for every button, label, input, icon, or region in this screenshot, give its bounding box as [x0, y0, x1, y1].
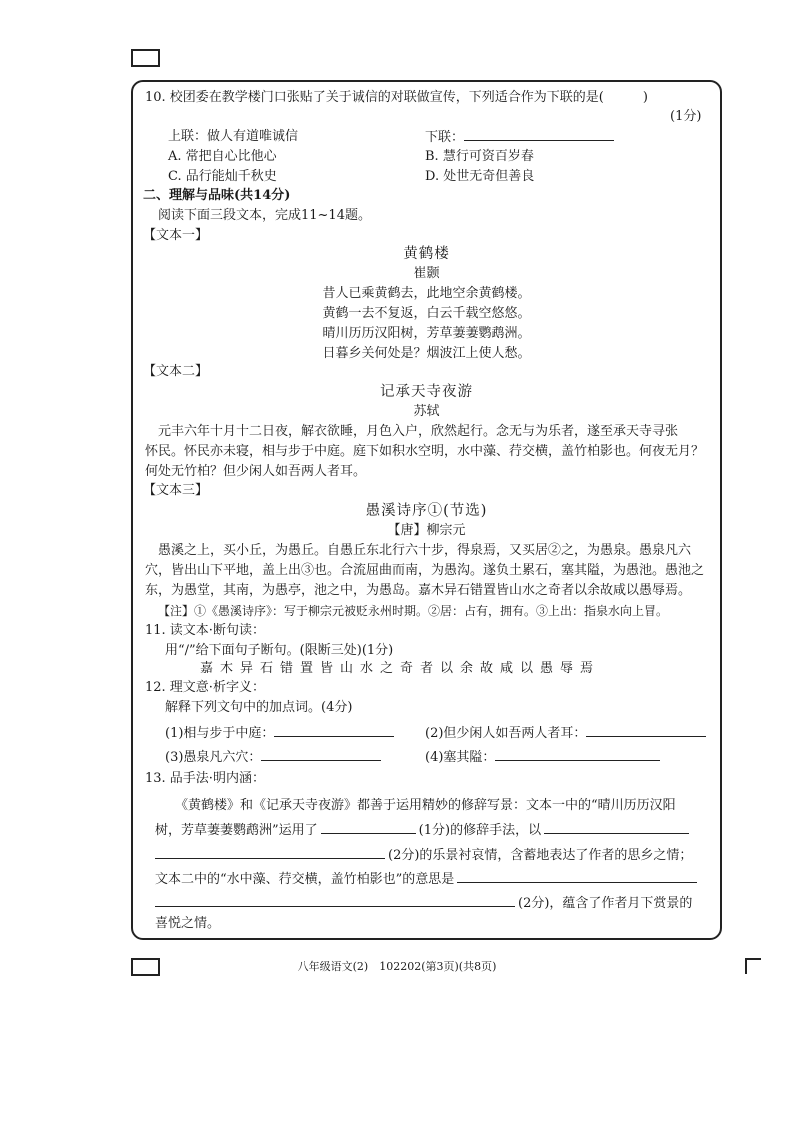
- q10-score: (1分): [670, 109, 702, 124]
- text1-author: 崔颢: [413, 266, 440, 281]
- q12-item-3-label: (3)愚泉凡六穴：: [165, 750, 262, 765]
- q12-item-4: [425, 748, 660, 767]
- q12-item-4-blank[interactable]: [495, 748, 660, 761]
- poem-line: 晴川历历汉阳树，芳草萋萋鹦鹉洲。: [322, 326, 531, 341]
- q13-line-5: [155, 894, 692, 913]
- prose-line: 愚溪之上，买小丘，为愚丘。自愚丘东北行六十步，得泉焉，又买居②之，为愚泉。愚泉凡六: [158, 543, 692, 558]
- q12-instruction: 解释下列文句中的加点词。(4分): [165, 700, 353, 715]
- text2-title: 记承天寺夜游: [380, 384, 473, 400]
- q13-blank-scene-b[interactable]: [155, 846, 385, 859]
- prose-line: 何处无竹柏？但少闲人如吾两人者耳。: [145, 464, 367, 479]
- q11-sentence[interactable]: 嘉木异石错置皆山水之奇者以余故咸以愚辱焉: [200, 661, 601, 676]
- q12-item-1-blank[interactable]: [274, 724, 394, 737]
- q13-stem: 13. 品手法·明内涵：: [145, 771, 265, 786]
- poem-line: 黄鹤一去不复返，白云千载空悠悠。: [322, 306, 531, 321]
- poem-line: 昔人已乘黄鹤去，此地空余黄鹤楼。: [322, 286, 531, 301]
- q13-line-3: [155, 846, 692, 865]
- text2-author: 苏轼: [413, 404, 440, 419]
- q12-stem: 12. 理文意·析字义：: [145, 680, 265, 695]
- q10-option-c[interactable]: C. 品行能灿千秋史: [168, 169, 277, 184]
- poem-line: 日暮乡关何处是？烟波江上使人愁。: [322, 346, 531, 361]
- q12-item-2: [425, 724, 706, 743]
- corner-mark-top-left: [131, 49, 160, 67]
- prose-line: 穴，皆出山下平地，盖上出③也。合流屈曲而南，为愚沟。遂负土累石，塞其隘，为愚池。愚池之: [145, 563, 705, 578]
- q12-item-2-blank[interactable]: [586, 724, 706, 737]
- q10-upper-couplet: 上联：做人有道唯诚信: [168, 129, 299, 144]
- q13-line5-text: (2分)，蕴含了作者月下赏景的: [518, 896, 693, 911]
- section2-intro: 阅读下面三段文本，完成11~14题。: [158, 208, 371, 223]
- q12-item-4-label: (4)塞其隘：: [425, 750, 496, 765]
- prose-line: 元丰六年十月十二日夜，解衣欲睡，月色入户，欣然起行。念无与为乐者，遂至承天寺寻张: [158, 424, 679, 439]
- prose-line: 东，为愚堂，其南，为愚亭，池之中，为愚岛。嘉木异石错置皆山水之奇者以余故咸以愚辱焉。: [145, 583, 692, 598]
- text3-note: 【注】①《愚溪诗序》：写于柳宗元被贬永州时期。②居：占有，拥有。③上出：指泉水向上冒。: [158, 604, 669, 618]
- q13-line-2: [155, 821, 689, 840]
- text1-title: 黄鹤楼: [403, 246, 450, 262]
- q12-item-3-blank[interactable]: [261, 748, 381, 761]
- page-footer: 八年级语文(2) 102202(第3页)(共8页): [297, 960, 497, 973]
- q10-option-a[interactable]: A. 常把自心比他心: [168, 149, 277, 164]
- q11-instruction: 用“/”给下面句子断句。(限断三处)(1分): [165, 643, 394, 658]
- q10-lower-couplet: [425, 128, 614, 147]
- q13-line-4: [155, 870, 697, 889]
- text3-title: 愚溪诗序①(节选): [365, 503, 488, 519]
- q12-item-2-label: (2)但少闲人如吾两人者耳：: [425, 726, 587, 741]
- q12-item-1: [165, 724, 394, 743]
- q12-item-3: [165, 748, 381, 767]
- q10-option-b[interactable]: B. 慧行可资百岁春: [425, 149, 534, 164]
- text3-author: 【唐】柳宗元: [387, 523, 466, 538]
- q13-line3-text: (2分)的乐景衬哀情，含蓄地表达了作者的思乡之情；: [388, 848, 693, 863]
- q13-line: 喜悦之情。: [155, 916, 221, 931]
- q10-option-d[interactable]: D. 处世无奇但善良: [425, 169, 535, 184]
- text1-label: 【文本一】: [143, 228, 209, 243]
- prose-line: 怀民。怀民亦未寝，相与步于中庭。庭下如积水空明，水中藻、荇交横，盖竹柏影也。何夜无月？: [145, 444, 705, 459]
- q13-blank-meaning-a[interactable]: [457, 870, 697, 883]
- q10-stem: 10. 校团委在教学楼门口张贴了关于诚信的对联做宣传，下列适合作为下联的是( ): [145, 90, 648, 105]
- q13-line2-prefix: 树，芳草萋萋鹦鹉洲”运用了: [155, 823, 318, 838]
- q13-line: 《黄鹤楼》和《记承天寺夜游》都善于运用精妙的修辞写景：文本一中的“晴川历历汉阳: [175, 798, 676, 813]
- q10-lower-answer-blank[interactable]: [464, 128, 614, 141]
- q13-line2-suffix: (1分)的修辞手法，以: [418, 823, 542, 838]
- q13-blank-scene-a[interactable]: [544, 821, 689, 834]
- q13-line4-text: 文本二中的“水中藻、荇交横，盖竹柏影也”的意思是: [155, 872, 455, 887]
- q13-blank-rhetoric[interactable]: [321, 821, 416, 834]
- text2-label: 【文本二】: [143, 364, 209, 379]
- q11-stem: 11. 读文本·断句读：: [145, 623, 265, 638]
- q10-lower-label: 下联：: [425, 130, 465, 145]
- section2-heading: 二、理解与品味(共14分): [143, 188, 291, 203]
- q12-item-1-label: (1)相与步于中庭：: [165, 726, 275, 741]
- text3-label: 【文本三】: [143, 483, 209, 498]
- q13-blank-meaning-b[interactable]: [155, 894, 515, 907]
